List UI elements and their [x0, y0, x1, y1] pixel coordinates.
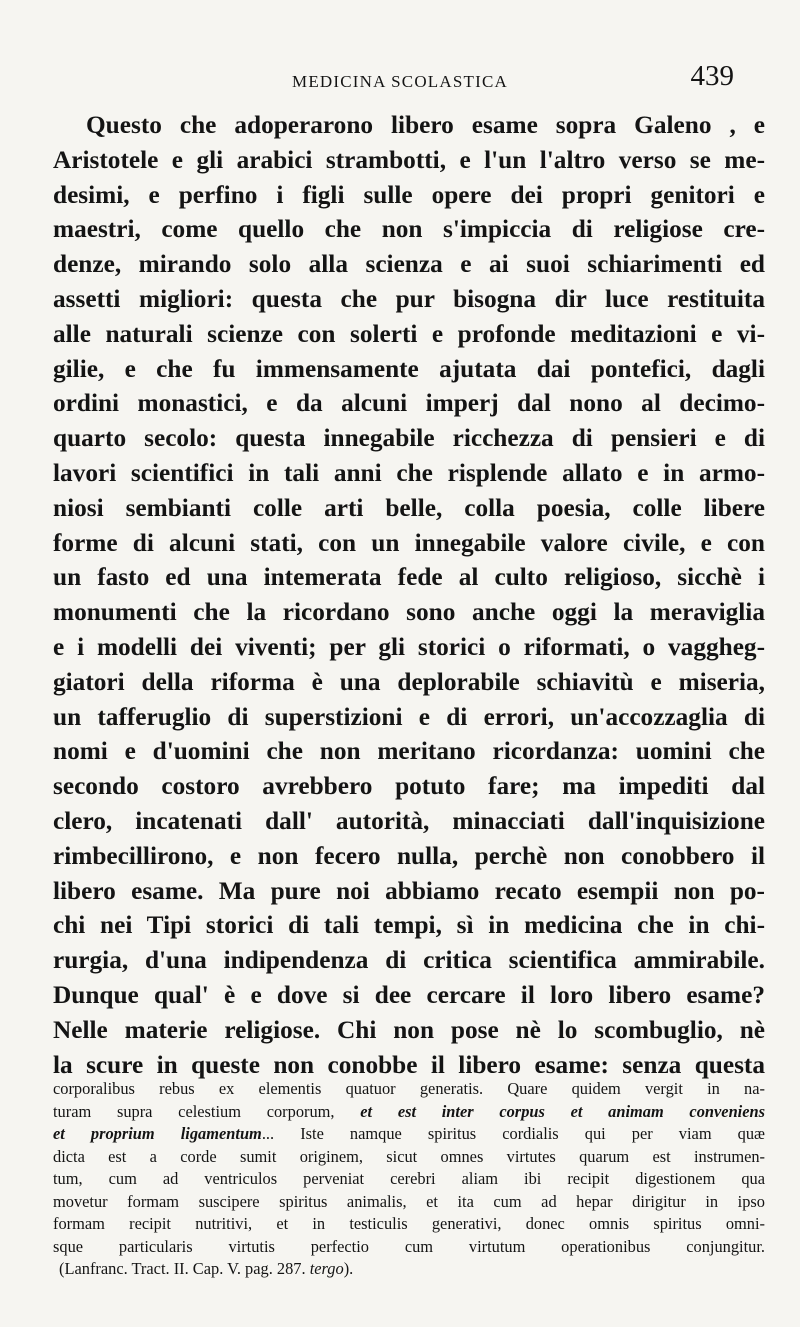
footnote-emphasis: et proprium ligamentum	[53, 1124, 262, 1143]
text-line: giatori della riforma è una deplorabile schiavitù e miseria,	[53, 667, 765, 696]
text-line: Aristotele e gli arabici strambotti, e l'un l'altro verso se me-	[53, 145, 765, 174]
text-line: desimi, e perfino i figli sulle opere dei propri genitori e	[53, 180, 765, 209]
footnote-line: dicta est a corde sumit originem, sicut omnes virtutes quarum est instrumen-	[53, 1146, 765, 1166]
citation-text: (Lanfranc. Tract. II. Cap. V. pag. 287.	[59, 1259, 306, 1278]
text-line: rimbecillirono, e non fecero nulla, perchè non conobbero il	[53, 841, 765, 870]
text-line: Dunque qual' è e dove si dee cercare il loro libero esame?	[53, 980, 765, 1009]
citation-italic: tergo	[309, 1259, 344, 1278]
footnote-line	[53, 1123, 765, 1146]
footnote-line: corporalibus rebus ex elementis quatuor generatis. Quare quidem vergit in na-	[53, 1079, 765, 1098]
footnote-text: ... Iste namque spiritus cordialis qui per viam quæ	[261, 1124, 765, 1143]
text-line: secondo costoro avrebbero potuto fare; ma impediti dal	[53, 772, 765, 801]
text-line: e i modelli dei viventi; per gli storici o riformati, o vaggheg-	[53, 632, 765, 661]
text-line: ordini monastici, e da alcuni imperj dal nono al decimo-	[53, 389, 765, 418]
text-line: assetti migliori: questa che pur bisogna dir luce restituita	[53, 284, 765, 313]
text-line: la scure in queste non conobbe il libero esame: senza questa	[53, 1050, 765, 1079]
text-line: lavori scientifici in tali anni che risplende allato e in armo-	[53, 458, 765, 487]
text-line: un tafferuglio di superstizioni e di errori, un'accozzaglia di	[53, 702, 765, 731]
text-line: quarto secolo: questa innegabile ricchezza di pensieri e di	[53, 424, 765, 453]
text-line: forme di alcuni stati, con un innegabile valore civile, e con	[53, 528, 765, 557]
footnote-citation	[53, 1258, 765, 1281]
footnote-line	[53, 1101, 765, 1124]
footnote	[53, 1078, 765, 1281]
main-text	[53, 108, 765, 1082]
footnote-line: sque particularis virtutis perfectio cum virtutum operationibus conjungitur.	[53, 1236, 765, 1256]
footnote-line: tum, cum ad ventriculos perveniat cerebri aliam ibi recipit digestionem qua	[53, 1169, 765, 1188]
text-line: libero esame. Ma pure noi abbiamo recato esempii non po-	[53, 876, 765, 905]
running-title: MEDICINA SCOLASTICA	[292, 72, 508, 91]
text-line: rurgia, d'una indipendenza di critica scientifica ammirabile.	[53, 946, 765, 975]
text-line: alle naturali scienze con solerti e profonde meditazioni e vi-	[53, 319, 765, 348]
text-line: nomi e d'uomini che non meritano ricordanza: uomini che	[53, 737, 765, 766]
text-line: clero, incatenati dall' autorità, minacciati dall'inquisizione	[53, 806, 765, 835]
text-line: denze, mirando solo alla scienza e ai suoi schiarimenti ed	[53, 250, 765, 279]
text-line: monumenti che la ricordano sono anche oggi la meraviglia	[53, 598, 765, 627]
page-number: 439	[690, 60, 734, 92]
footnote-line: movetur formam suscipere spiritus animalis, et ita cum ad hepar dirigitur in ipso	[53, 1191, 765, 1211]
footnote-line: formam recipit nutritivi, et in testiculis generativi, donec omnis spiritus omni-	[53, 1214, 765, 1233]
footnote-emphasis: et est inter corpus et animam conveniens	[360, 1101, 766, 1121]
text-line: maestri, come quello che non s'impiccia di religiose cre-	[53, 215, 765, 244]
text-line: Questo che adoperarono libero esame sopra Galeno , e	[86, 111, 765, 139]
text-line: niosi sembianti colle arti belle, colla poesia, colle libere	[53, 493, 765, 522]
text-line: Nelle materie religiose. Chi non pose nè lo scombuglio, nè	[53, 1015, 765, 1044]
citation-close: ).	[343, 1259, 354, 1278]
text-line: gilie, e che fu immensamente ajutata dai pontefici, dagli	[53, 354, 765, 383]
footnote-text: turam supra celestium corporum,	[53, 1101, 335, 1121]
text-line: chi nei Tipi storici di tali tempi, sì in medicina che in chi-	[53, 911, 765, 940]
text-line: un fasto ed una intemerata fede al culto religioso, sicchè i	[53, 563, 765, 592]
